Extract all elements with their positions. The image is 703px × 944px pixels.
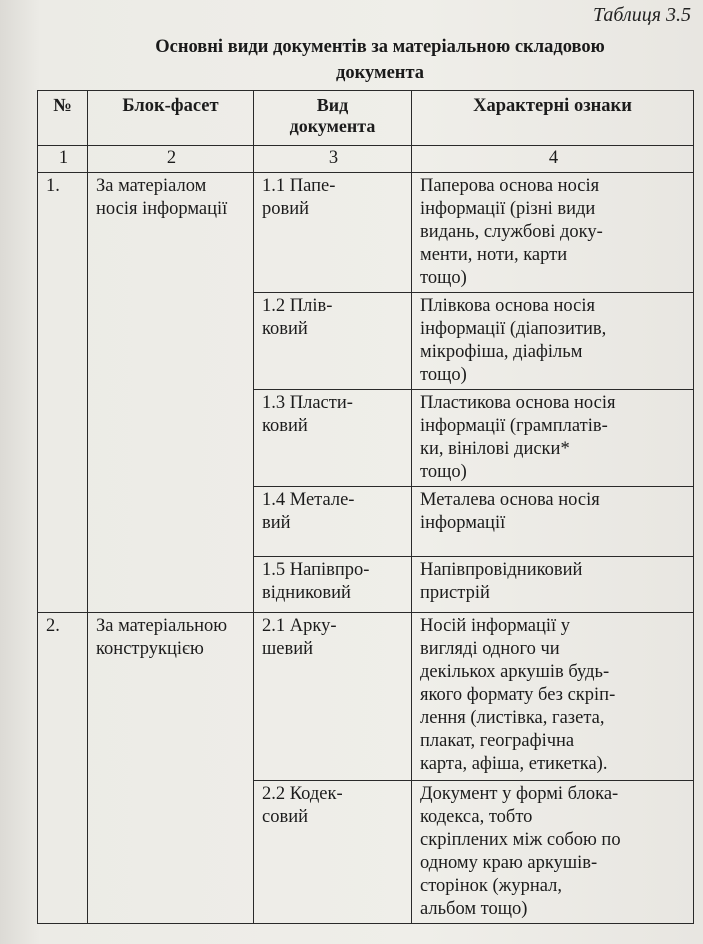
table-number: Таблиця 3.5 [593, 4, 691, 26]
column-number-row [38, 146, 694, 173]
document-types-table [37, 90, 694, 924]
kind-2-1 [254, 613, 412, 781]
group-2-facet-text: За матеріальною конструкцією [96, 616, 228, 659]
kind-1-5 [254, 557, 412, 613]
features-1-2-text: Плівкова основа носія інформації (діапозитив, мікрофіша, діафільм тощо) [420, 296, 607, 385]
kind-1-4-text: 1.4 Металe- вий [262, 490, 355, 533]
features-1-1-text: Паперова основа носія інформації (різні види видань, службові доку- менти, ноти, карти тощо) [420, 176, 603, 288]
header-kind-text: Вид документа [289, 95, 376, 136]
col-number-4: 4 [412, 146, 694, 173]
table-title-line-1: Основні види документів за матеріальною складовою [155, 37, 605, 57]
col-number-3: 3 [254, 146, 412, 173]
kind-1-2-text: 1.2 Плів- ковий [262, 296, 333, 339]
kind-2-2 [254, 781, 412, 924]
group-2-num-cont [38, 781, 88, 924]
kind-1-3 [254, 390, 412, 487]
col-number-1: 1 [38, 146, 88, 173]
kind-1-5-text: 1.5 Напівпро- відниковий [262, 560, 370, 603]
table-row [38, 781, 694, 924]
header-num [38, 91, 88, 146]
group-2-facet-cont [88, 781, 254, 924]
table-title-line-2: документа [335, 63, 425, 83]
header-kind [254, 91, 412, 146]
group-1-num: 1. [38, 173, 88, 613]
header-num-text: № [53, 96, 72, 116]
kind-2-1-text: 2.1 Арку- шевий [262, 616, 337, 659]
kind-1-2 [254, 293, 412, 390]
table-row [38, 173, 694, 293]
features-2-1-text: Носій інформації у вигляді одного чи декількох аркушів будь- якого формату без скріп- лення (листівка, газета, плакат, географічна карта, афіша, етикетка). [420, 616, 616, 774]
group-2-num: 2. [38, 613, 88, 781]
header-features-text: Характерні ознаки [473, 96, 632, 116]
features-2-2 [412, 781, 694, 924]
kind-1-3-text: 1.3 Пласти- ковий [262, 393, 353, 436]
features-1-4-text: Металева основа носія інформації [420, 490, 600, 533]
features-2-1 [412, 613, 694, 781]
header-row [38, 91, 694, 146]
features-1-1 [412, 173, 694, 293]
features-1-5-text: Напівпровідниковий пристрій [420, 560, 583, 603]
features-2-2-text: Документ у формі блока- кодекса, тобто скріплених між собою по одному краю аркушів- сторінок (журнал, альбом тощо) [420, 784, 621, 919]
kind-1-1-text: 1.1 Папе- ровий [262, 176, 336, 219]
group-1-facet [88, 173, 254, 613]
header-facet [88, 91, 254, 146]
kind-1-1 [254, 173, 412, 293]
features-1-4 [412, 487, 694, 557]
features-1-2 [412, 293, 694, 390]
group-1-facet-text: За матеріалом носія інформації [96, 176, 228, 219]
col-number-2: 2 [88, 146, 254, 173]
features-1-3 [412, 390, 694, 487]
table-title [60, 34, 700, 86]
kind-1-4 [254, 487, 412, 557]
header-facet-text: Блок-фасет [122, 96, 219, 116]
group-2-facet [88, 613, 254, 781]
header-features [412, 91, 694, 146]
features-1-3-text: Пластикова основа носія інформації (грамплатів- ки, вінілові диски* тощо) [420, 393, 616, 482]
table-row [38, 613, 694, 781]
features-1-5 [412, 557, 694, 613]
kind-2-2-text: 2.2 Кодек- совий [262, 784, 343, 827]
